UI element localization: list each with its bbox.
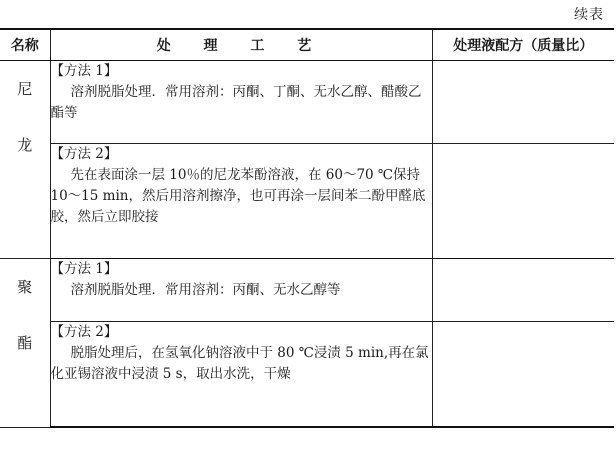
header-formula: 处理液配方（质量比） <box>432 29 614 61</box>
table-row <box>0 259 614 322</box>
material-nylon <box>0 61 50 259</box>
method-text: 溶剂脱脂处理．常用溶剂：丙酮、无水乙醇等 <box>70 282 341 298</box>
table-header-row <box>0 29 614 61</box>
material-polyester <box>0 259 50 428</box>
method-cell <box>50 61 432 144</box>
method-title: 【方法 1】 <box>50 63 118 79</box>
formula-cell <box>432 61 614 144</box>
method-title: 【方法 2】 <box>50 324 118 340</box>
method-text: 脱脂处理后，在氢氧化钠溶液中于 80 ℃浸渍 5 min,再在氯化亚锡溶液中浸渍 5 s，取出水洗，干燥 <box>50 345 429 382</box>
method-text: 先在表面涂一层 10％的尼龙苯酚溶液，在 60～70 ℃保持 10～15 min，然后用溶剂擦净，也可再涂一层间苯二酚甲醛底胶，然后立即胶接 <box>50 167 426 225</box>
method-cell <box>50 259 432 322</box>
method-cell <box>50 144 432 259</box>
material-char: 龙 <box>17 136 33 154</box>
method-title: 【方法 1】 <box>50 261 118 277</box>
material-char: 酯 <box>17 334 33 352</box>
surface-treatment-table <box>0 28 614 428</box>
table-row <box>0 61 614 144</box>
table-row <box>0 322 614 428</box>
header-process: 处 理 工 艺 <box>50 29 432 61</box>
material-char: 聚 <box>17 278 33 296</box>
method-title: 【方法 2】 <box>50 146 118 162</box>
material-char: 尼 <box>17 80 33 98</box>
formula-cell <box>432 259 614 322</box>
table-row <box>0 144 614 259</box>
formula-cell <box>432 322 614 428</box>
continued-label: 续表 <box>574 7 604 23</box>
method-cell <box>50 322 432 428</box>
formula-cell <box>432 144 614 259</box>
method-text: 溶剂脱脂处理．常用溶剂：丙酮、丁酮、无水乙醇、醋酸乙酯等 <box>50 84 422 121</box>
header-name: 名称 <box>0 29 50 61</box>
